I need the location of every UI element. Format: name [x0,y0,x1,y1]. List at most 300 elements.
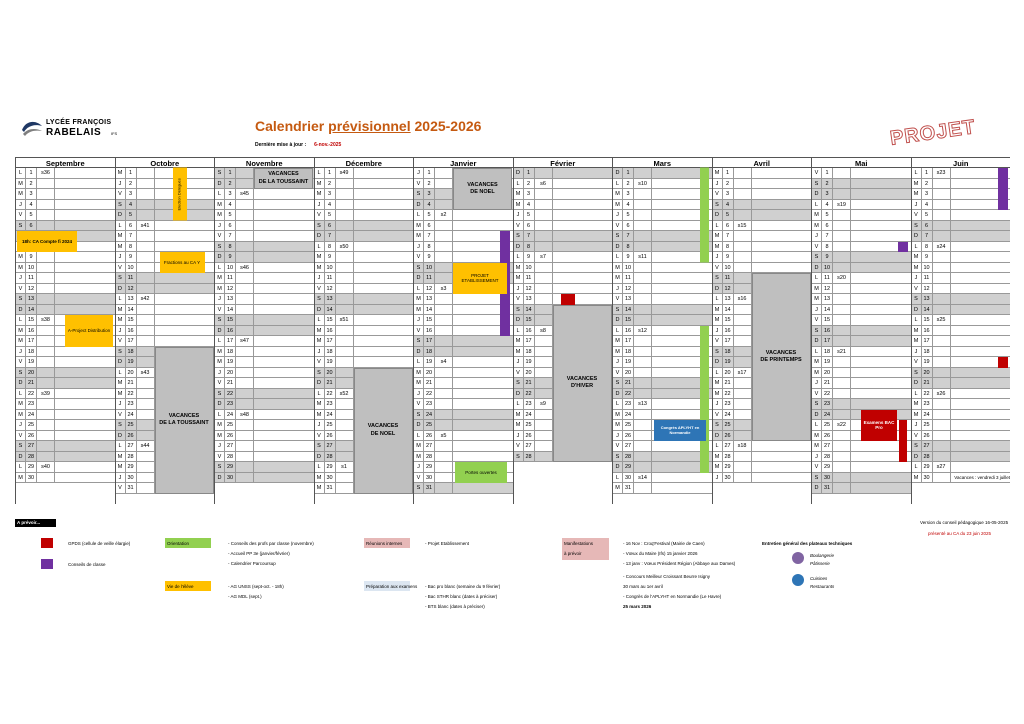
day-letter: L [315,242,325,252]
day-number: 11 [325,273,336,283]
week-cell [435,315,453,325]
day-letter: V [215,378,225,388]
day-row[interactable] [912,305,1011,316]
day-row[interactable] [514,263,613,274]
day-row[interactable] [315,200,414,211]
day-row[interactable] [812,168,911,179]
day-row[interactable] [613,273,712,284]
month-header: Février [514,157,613,168]
updated-label: Dernière mise à jour : [255,142,307,148]
day-row[interactable] [912,452,1011,463]
day-row[interactable] [16,441,115,452]
day-letter: M [812,441,822,451]
day-row[interactable] [912,336,1011,347]
week-cell [137,263,155,273]
day-letter: M [315,336,325,346]
day-number: 14 [126,305,137,315]
day-row[interactable] [215,368,314,379]
week-cell [37,336,55,346]
day-row[interactable] [812,221,911,232]
day-row[interactable] [16,347,115,358]
day-row[interactable] [16,357,115,368]
day-row[interactable] [912,347,1011,358]
day-row[interactable] [613,221,712,232]
day-row[interactable] [514,221,613,232]
day-row[interactable] [613,305,712,316]
day-row[interactable] [16,452,115,463]
day-row[interactable] [315,231,414,242]
day-row[interactable] [514,284,613,295]
day-row[interactable] [912,315,1011,326]
day-row[interactable] [215,357,314,368]
day-row[interactable] [912,378,1011,389]
day-letter: M [912,336,922,346]
day-row[interactable] [613,452,712,463]
day-row[interactable] [613,242,712,253]
day-row[interactable] [215,252,314,263]
day-row[interactable] [713,462,812,473]
day-row[interactable] [315,242,414,253]
day-row[interactable] [514,200,613,211]
day-row[interactable] [414,431,513,442]
day-row[interactable] [414,441,513,452]
day-event [255,431,314,441]
day-row[interactable] [613,473,712,484]
day-row[interactable] [613,368,712,379]
day-row[interactable] [116,179,215,190]
day-event [255,441,314,451]
day-row[interactable] [713,263,812,274]
day-row[interactable] [812,357,911,368]
day-row[interactable] [215,347,314,358]
day-row[interactable] [315,252,414,263]
day-row[interactable] [912,431,1011,442]
day-row[interactable] [613,252,712,263]
day-row[interactable] [215,326,314,337]
day-row[interactable] [912,242,1011,253]
week-cell [236,420,254,430]
day-row[interactable] [912,410,1011,421]
day-row[interactable] [116,336,215,347]
week-cell [734,168,752,178]
day-row[interactable] [414,315,513,326]
day-row[interactable] [414,483,513,494]
day-row[interactable] [713,473,812,484]
day-row[interactable] [613,378,712,389]
day-row[interactable] [613,483,712,494]
day-row[interactable] [16,252,115,263]
day-row[interactable] [912,284,1011,295]
day-row[interactable] [116,168,215,179]
day-row[interactable] [315,315,414,326]
day-row[interactable] [315,326,414,337]
day-row[interactable] [812,347,911,358]
day-row[interactable] [16,294,115,305]
week-cell [37,252,55,262]
day-row[interactable] [116,242,215,253]
day-row[interactable] [812,200,911,211]
day-number: 24 [723,410,734,420]
day-row[interactable] [414,252,513,263]
day-row[interactable] [414,410,513,421]
day-row[interactable] [16,420,115,431]
week-cell [137,431,155,441]
day-row[interactable] [16,399,115,410]
day-letter: J [315,420,325,430]
day-row[interactable] [414,294,513,305]
day-row[interactable] [613,462,712,473]
day-number: 14 [325,305,336,315]
day-row[interactable] [215,431,314,442]
day-row[interactable] [912,368,1011,379]
day-row[interactable] [514,231,613,242]
day-event [355,221,414,231]
day-row[interactable] [713,189,812,200]
day-row[interactable] [613,336,712,347]
day-row[interactable] [16,179,115,190]
day-row[interactable] [613,357,712,368]
day-row[interactable] [812,462,911,473]
day-row[interactable] [812,284,911,295]
day-row[interactable] [613,210,712,221]
day-event [852,326,911,336]
day-row[interactable] [315,221,414,232]
day-row[interactable] [116,305,215,316]
day-row[interactable] [215,210,314,221]
day-row[interactable] [812,399,911,410]
day-letter: L [414,284,424,294]
week-cell [435,305,453,315]
day-row[interactable] [215,473,314,484]
day-row[interactable] [414,242,513,253]
day-row[interactable] [912,179,1011,190]
day-row[interactable] [116,200,215,211]
day-row[interactable] [414,347,513,358]
day-row[interactable] [912,389,1011,400]
day-row[interactable] [116,210,215,221]
day-row[interactable] [812,483,911,494]
day-row[interactable] [912,273,1011,284]
day-number: 26 [623,431,634,441]
week-cell [435,389,453,399]
day-row[interactable] [414,389,513,400]
day-row[interactable] [414,452,513,463]
day-number: 30 [723,473,734,483]
day-row[interactable] [713,441,812,452]
day-row[interactable] [16,462,115,473]
day-row[interactable] [613,347,712,358]
day-row[interactable] [912,189,1011,200]
day-row[interactable] [713,252,812,263]
day-row[interactable] [215,378,314,389]
day-event [554,189,613,199]
day-row[interactable] [613,441,712,452]
day-row[interactable] [414,305,513,316]
day-row[interactable] [414,399,513,410]
vacation-noel: VACANCES DE NOEL [354,368,413,494]
day-row[interactable] [315,294,414,305]
day-letter: S [315,294,325,304]
day-row[interactable] [912,231,1011,242]
day-row[interactable] [812,452,911,463]
week-cell: s25 [933,315,951,325]
day-row[interactable] [116,326,215,337]
day-number: 25 [922,420,933,430]
day-row[interactable] [912,263,1011,274]
week-cell [435,326,453,336]
day-row[interactable] [315,336,414,347]
week-cell [734,326,752,336]
week-cell [634,389,652,399]
day-row[interactable] [613,263,712,274]
day-row[interactable] [315,305,414,316]
day-row[interactable] [613,294,712,305]
day-number: 14 [26,305,37,315]
day-row[interactable] [215,231,314,242]
day-letter: D [315,452,325,462]
day-row[interactable] [215,399,314,410]
day-row[interactable] [812,305,911,316]
day-row[interactable] [315,357,414,368]
day-row[interactable] [912,252,1011,263]
day-row[interactable] [713,231,812,242]
day-number: 9 [623,252,634,262]
day-row[interactable] [315,263,414,274]
day-row[interactable] [315,189,414,200]
day-row[interactable] [812,326,911,337]
day-row[interactable] [215,462,314,473]
day-row[interactable] [16,221,115,232]
day-event [255,410,314,420]
day-event [852,221,911,231]
day-letter: M [713,242,723,252]
day-row[interactable] [812,441,911,452]
day-row[interactable] [713,200,812,211]
day-row[interactable] [514,179,613,190]
day-letter: M [116,168,126,178]
day-row[interactable] [16,168,115,179]
day-row[interactable] [613,200,712,211]
day-row[interactable] [613,189,712,200]
day-row[interactable] [812,210,911,221]
day-row[interactable] [414,231,513,242]
day-row[interactable] [514,242,613,253]
day-row[interactable] [215,315,314,326]
day-row[interactable] [215,305,314,316]
day-row[interactable] [613,326,712,337]
day-row[interactable] [713,179,812,190]
day-row[interactable] [713,210,812,221]
day-number: 21 [822,378,833,388]
day-row[interactable] [812,231,911,242]
day-number: 22 [325,389,336,399]
day-row[interactable] [16,284,115,295]
day-row[interactable] [912,399,1011,410]
day-row[interactable] [315,284,414,295]
day-row[interactable] [713,242,812,253]
day-row[interactable] [613,315,712,326]
day-event [554,221,613,231]
day-row[interactable] [315,273,414,284]
day-letter: D [514,168,524,178]
day-row[interactable] [912,210,1011,221]
day-letter: V [613,441,623,451]
day-row[interactable] [16,410,115,421]
week-cell [435,252,453,262]
day-row[interactable] [16,378,115,389]
day-row[interactable] [215,294,314,305]
day-letter: J [514,210,524,220]
day-row[interactable] [116,273,215,284]
week-cell [336,357,354,367]
day-row[interactable] [812,179,911,190]
day-row[interactable] [514,252,613,263]
day-number: 2 [922,179,933,189]
day-row[interactable] [912,441,1011,452]
day-number: 20 [225,368,236,378]
week-cell [435,410,453,420]
day-row[interactable] [215,242,314,253]
day-row[interactable] [812,378,911,389]
day-letter: M [514,273,524,283]
day-row[interactable] [16,305,115,316]
day-event [355,315,414,325]
day-row[interactable] [215,189,314,200]
day-row[interactable] [912,221,1011,232]
day-row[interactable] [116,231,215,242]
day-row[interactable] [912,168,1011,179]
day-row[interactable] [812,263,911,274]
day-row[interactable] [215,441,314,452]
week-cell [37,368,55,378]
day-row[interactable] [912,462,1011,473]
day-number: 15 [225,315,236,325]
day-row[interactable] [414,326,513,337]
day-letter: S [514,231,524,241]
day-row[interactable] [912,326,1011,337]
week-cell [833,389,851,399]
day-row[interactable] [215,273,314,284]
week-cell [137,357,155,367]
day-row[interactable] [16,210,115,221]
day-row[interactable] [514,210,613,221]
day-row[interactable] [912,420,1011,431]
day-row[interactable] [613,179,712,190]
day-row[interactable] [116,221,215,232]
day-letter: V [613,294,623,304]
day-row[interactable] [215,452,314,463]
day-row[interactable] [215,336,314,347]
day-row[interactable] [812,252,911,263]
day-row[interactable] [16,431,115,442]
day-row[interactable] [613,399,712,410]
day-row[interactable] [215,200,314,211]
day-row[interactable] [116,315,215,326]
week-cell [833,210,851,220]
day-row[interactable] [912,200,1011,211]
day-row[interactable] [812,368,911,379]
day-row[interactable] [812,189,911,200]
day-letter: M [812,210,822,220]
day-row[interactable] [414,336,513,347]
day-row[interactable] [713,452,812,463]
day-row[interactable] [215,410,314,421]
day-event [355,305,414,315]
day-row[interactable] [514,273,613,284]
day-row[interactable] [315,179,414,190]
day-row[interactable] [16,200,115,211]
day-row[interactable] [812,294,911,305]
day-number: 12 [723,284,734,294]
day-row[interactable] [414,221,513,232]
day-row[interactable] [315,168,414,179]
day-row[interactable] [812,315,911,326]
day-row[interactable] [215,221,314,232]
day-row[interactable] [812,473,911,484]
day-event [653,483,712,493]
day-row[interactable] [16,389,115,400]
day-row[interactable] [414,378,513,389]
day-letter: V [713,410,723,420]
day-row[interactable] [613,231,712,242]
day-row[interactable] [315,210,414,221]
day-row[interactable] [613,410,712,421]
day-row[interactable] [812,242,911,253]
day-number: 8 [822,242,833,252]
day-event [56,452,115,462]
day-row[interactable] [414,420,513,431]
day-row[interactable] [16,473,115,484]
day-row[interactable] [812,273,911,284]
day-row[interactable] [414,368,513,379]
day-event [255,347,314,357]
day-letter: L [116,221,126,231]
day-row[interactable] [812,336,911,347]
day-row[interactable] [116,284,215,295]
day-row[interactable] [116,189,215,200]
day-row[interactable] [215,420,314,431]
day-row[interactable] [414,210,513,221]
day-row[interactable] [613,389,712,400]
congres-note: Congrès APLYHT en Normandie [654,420,706,441]
day-row[interactable] [514,168,613,179]
day-row[interactable] [16,273,115,284]
day-row[interactable] [414,357,513,368]
day-row[interactable] [16,189,115,200]
day-row[interactable] [812,389,911,400]
day-row[interactable] [215,263,314,274]
day-row[interactable] [912,294,1011,305]
day-event [255,242,314,252]
day-row[interactable] [613,168,712,179]
day-row[interactable] [514,189,613,200]
day-row[interactable] [713,221,812,232]
day-row[interactable] [912,357,1011,368]
day-row[interactable] [116,294,215,305]
day-row[interactable] [713,168,812,179]
day-letter: D [215,326,225,336]
day-row[interactable] [613,284,712,295]
day-letter: D [414,273,424,283]
day-row[interactable] [16,368,115,379]
day-row[interactable] [315,347,414,358]
day-row[interactable] [215,389,314,400]
day-row[interactable] [215,284,314,295]
day-number: 27 [723,441,734,451]
day-letter: M [514,420,524,430]
day-row[interactable] [16,263,115,274]
day-event [56,473,115,483]
